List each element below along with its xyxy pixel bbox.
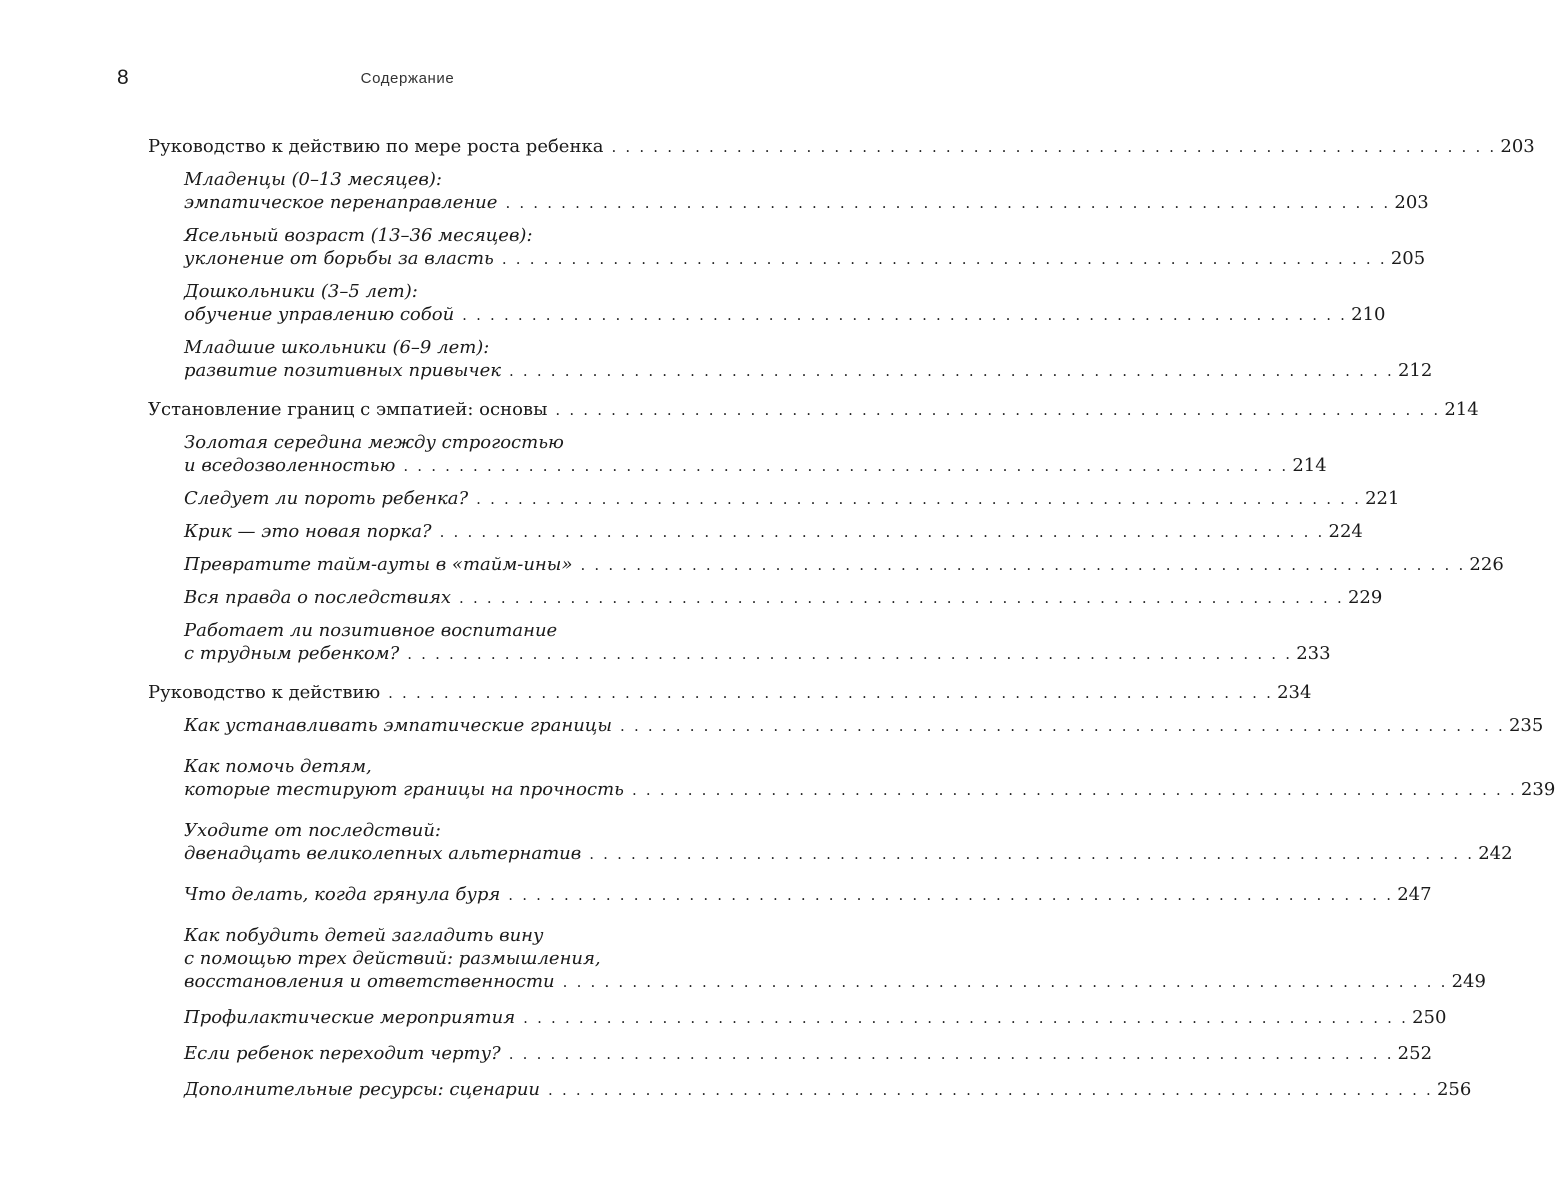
dot-leader: . . . . . . . . . . . . . . . . . . . . . . . . . . . . . . . . . . . . . . . . . . . . . . . . . . . . . . . . . . . . . . . . [548, 1081, 1433, 1099]
toc-entry[interactable] [148, 619, 1331, 666]
toc-entry-title-line: Что делать, когда грянула буря [184, 884, 501, 905]
toc-entry[interactable] [148, 681, 1312, 705]
toc-entry[interactable] [148, 755, 1555, 802]
toc-page-number: 205 [1390, 248, 1426, 269]
toc-entry[interactable] [148, 924, 1486, 994]
toc-entry-title-line: Если ребенок переходит черту? [184, 1043, 501, 1064]
toc-entry[interactable] [148, 1006, 1447, 1030]
toc-entry[interactable] [148, 586, 1383, 610]
toc-entry-title-line: Установление границ с эмпатией: основы [148, 399, 548, 420]
toc-entry[interactable] [148, 487, 1400, 511]
toc-page-number: 252 [1397, 1043, 1433, 1064]
toc-entry-title-line: Уходите от последствий: [184, 820, 441, 841]
toc-entry-title-line: с трудным ребенком? [184, 643, 400, 664]
toc-entry[interactable] [148, 336, 1433, 383]
page-number: 8 [117, 66, 130, 89]
toc-entry-title-line: и вседозволенностью [184, 455, 396, 476]
dot-leader: . . . . . . . . . . . . . . . . . . . . . . . . . . . . . . . . . . . . . . . . . . . . . . . . . . . . . . . . . . . . . . . . [407, 645, 1293, 663]
toc-page-number: 221 [1365, 488, 1400, 509]
toc-entry[interactable] [148, 1042, 1433, 1066]
toc-entry-title-line: с помощью трех действий: размышления, [184, 948, 601, 969]
dot-leader: . . . . . . . . . . . . . . . . . . . . . . . . . . . . . . . . . . . . . . . . . . . . . . . . . . . . . . . . . . . . . . . . [611, 138, 1497, 156]
toc-page-number: 203 [1500, 136, 1535, 157]
dot-leader: . . . . . . . . . . . . . . . . . . . . . . . . . . . . . . . . . . . . . . . . . . . . . . . . . . . . . . . . . . . . . . . . [508, 1045, 1394, 1063]
toc-entry[interactable] [148, 553, 1504, 577]
toc-entry[interactable] [148, 135, 1535, 159]
toc-page-number: 247 [1397, 884, 1432, 905]
toc-page-number: 224 [1328, 521, 1363, 542]
toc-entry[interactable] [148, 280, 1386, 327]
toc-entry-title-line: Следует ли пороть ребенка? [184, 488, 469, 509]
dot-leader: . . . . . . . . . . . . . . . . . . . . . . . . . . . . . . . . . . . . . . . . . . . . . . . . . . . . . . . . . . . . . . . . [403, 457, 1289, 475]
toc-entry-title-line: которые тестируют границы на прочность [184, 779, 624, 800]
toc-entry-title-line: Ясельный возраст (13–36 месяцев): [184, 225, 533, 246]
toc-page-number: 233 [1296, 643, 1331, 664]
toc-entry[interactable] [148, 520, 1363, 544]
dot-leader: . . . . . . . . . . . . . . . . . . . . . . . . . . . . . . . . . . . . . . . . . . . . . . . . . . . . . . . . . . . . . . . . [555, 401, 1441, 419]
dot-leader: . . . . . . . . . . . . . . . . . . . . . . . . . . . . . . . . . . . . . . . . . . . . . . . . . . . . . . . . . . . . . . . . [388, 684, 1274, 702]
toc-entry-title-line: Золотая середина между строгостью [184, 432, 564, 453]
toc-page-number: 249 [1451, 971, 1486, 992]
toc-entry-title-line: Дополнительные ресурсы: сценарии [184, 1079, 541, 1100]
dot-leader: . . . . . . . . . . . . . . . . . . . . . . . . . . . . . . . . . . . . . . . . . . . . . . . . . . . . . . . . . . . . . . . . [505, 194, 1391, 212]
dot-leader: . . . . . . . . . . . . . . . . . . . . . . . . . . . . . . . . . . . . . . . . . . . . . . . . . . . . . . . . . . . . . . . . [580, 556, 1466, 574]
toc-entry[interactable] [148, 819, 1513, 866]
toc-entry[interactable] [148, 714, 1544, 738]
toc-page-number: 212 [1397, 360, 1433, 381]
dot-leader: . . . . . . . . . . . . . . . . . . . . . . . . . . . . . . . . . . . . . . . . . . . . . . . . . . . . . . . . . . . . . . . . [620, 717, 1505, 735]
dot-leader: . . . . . . . . . . . . . . . . . . . . . . . . . . . . . . . . . . . . . . . . . . . . . . . . . . . . . . . . . . . . . . . . [439, 523, 1325, 541]
toc-entry-title-line: развитие позитивных привычек [184, 360, 501, 381]
toc-entry-title-line: Руководство к действию [148, 682, 381, 703]
toc-entry-title-line: двенадцать великолепных альтернатив [184, 843, 582, 864]
toc-entry-title-line: Вся правда о последствиях [184, 587, 452, 608]
toc-page-number: 234 [1277, 682, 1312, 703]
dot-leader: . . . . . . . . . . . . . . . . . . . . . . . . . . . . . . . . . . . . . . . . . . . . . . . . . . . . . . . . . . . . . . . . [501, 250, 1387, 268]
dot-leader: . . . . . . . . . . . . . . . . . . . . . . . . . . . . . . . . . . . . . . . . . . . . . . . . . . . . . . . . . . . . . . . . [562, 973, 1448, 991]
dot-leader: . . . . . . . . . . . . . . . . . . . . . . . . . . . . . . . . . . . . . . . . . . . . . . . . . . . . . . . . . . . . . . . . [523, 1009, 1409, 1027]
dot-leader: . . . . . . . . . . . . . . . . . . . . . . . . . . . . . . . . . . . . . . . . . . . . . . . . . . . . . . . . . . . . . . . . [631, 781, 1517, 799]
toc-page-number: 226 [1469, 554, 1504, 575]
toc-entry-title-line: Профилактические мероприятия [184, 1007, 516, 1028]
toc-entry[interactable] [148, 883, 1432, 907]
toc-entry-title-line: уклонение от борьбы за власть [184, 248, 494, 269]
toc-page-number: 229 [1347, 587, 1383, 608]
toc-entry-title-line: восстановления и ответственности [184, 971, 555, 992]
toc-entry[interactable] [148, 1078, 1472, 1102]
toc-page-number: 203 [1394, 192, 1429, 213]
toc-page-number: 250 [1412, 1007, 1447, 1028]
toc-entry-title-line: Руководство к действию по мере роста ребенка [148, 136, 604, 157]
toc-page-number: 239 [1520, 779, 1555, 800]
toc-page-number: 210 [1351, 304, 1386, 325]
toc-entry-title-line: Как устанавливать эмпатические границы [184, 715, 613, 736]
toc-entry-title-line: Как побудить детей загладить вину [184, 925, 544, 946]
toc-entry-title-line: Как помочь детям, [184, 756, 372, 777]
toc-entry-title-line: эмпатическое перенаправление [184, 192, 498, 213]
toc-entry-title-line: Младенцы (0–13 месяцев): [184, 169, 442, 190]
toc-entry[interactable] [148, 431, 1327, 478]
toc-entry-title-line: обучение управлению собой [184, 304, 455, 325]
toc-entry[interactable] [148, 398, 1479, 422]
toc-page-number: 235 [1508, 715, 1544, 736]
toc-page-number: 214 [1444, 399, 1479, 420]
dot-leader: . . . . . . . . . . . . . . . . . . . . . . . . . . . . . . . . . . . . . . . . . . . . . . . . . . . . . . . . . . . . . . . . [508, 886, 1394, 904]
dot-leader: . . . . . . . . . . . . . . . . . . . . . . . . . . . . . . . . . . . . . . . . . . . . . . . . . . . . . . . . . . . . . . . . [459, 589, 1344, 607]
dot-leader: . . . . . . . . . . . . . . . . . . . . . . . . . . . . . . . . . . . . . . . . . . . . . . . . . . . . . . . . . . . . . . . . [589, 845, 1475, 863]
toc-entry[interactable] [148, 224, 1426, 271]
toc-entry-title-line: Младшие школьники (6–9 лет): [184, 337, 490, 358]
dot-leader: . . . . . . . . . . . . . . . . . . . . . . . . . . . . . . . . . . . . . . . . . . . . . . . . . . . . . . . . . . . . . . . . [476, 490, 1362, 508]
table-of-contents [148, 126, 1555, 1102]
toc-entry-title-line: Работает ли позитивное воспитание [184, 620, 558, 641]
toc-page-number: 256 [1436, 1079, 1472, 1100]
toc-entry-title-line: Дошкольники (3–5 лет): [184, 281, 418, 302]
toc-entry[interactable] [148, 168, 1429, 215]
running-head: Содержание [360, 70, 455, 87]
toc-entry-title-line: Крик — это новая порка? [184, 521, 432, 542]
dot-leader: . . . . . . . . . . . . . . . . . . . . . . . . . . . . . . . . . . . . . . . . . . . . . . . . . . . . . . . . . . . . . . . . [509, 362, 1394, 380]
toc-page-number: 214 [1292, 455, 1327, 476]
toc-page-number: 242 [1478, 843, 1513, 864]
dot-leader: . . . . . . . . . . . . . . . . . . . . . . . . . . . . . . . . . . . . . . . . . . . . . . . . . . . . . . . . . . . . . . . . [462, 306, 1348, 324]
toc-entry-title-line: Превратите тайм-ауты в «тайм-ины» [184, 554, 573, 575]
